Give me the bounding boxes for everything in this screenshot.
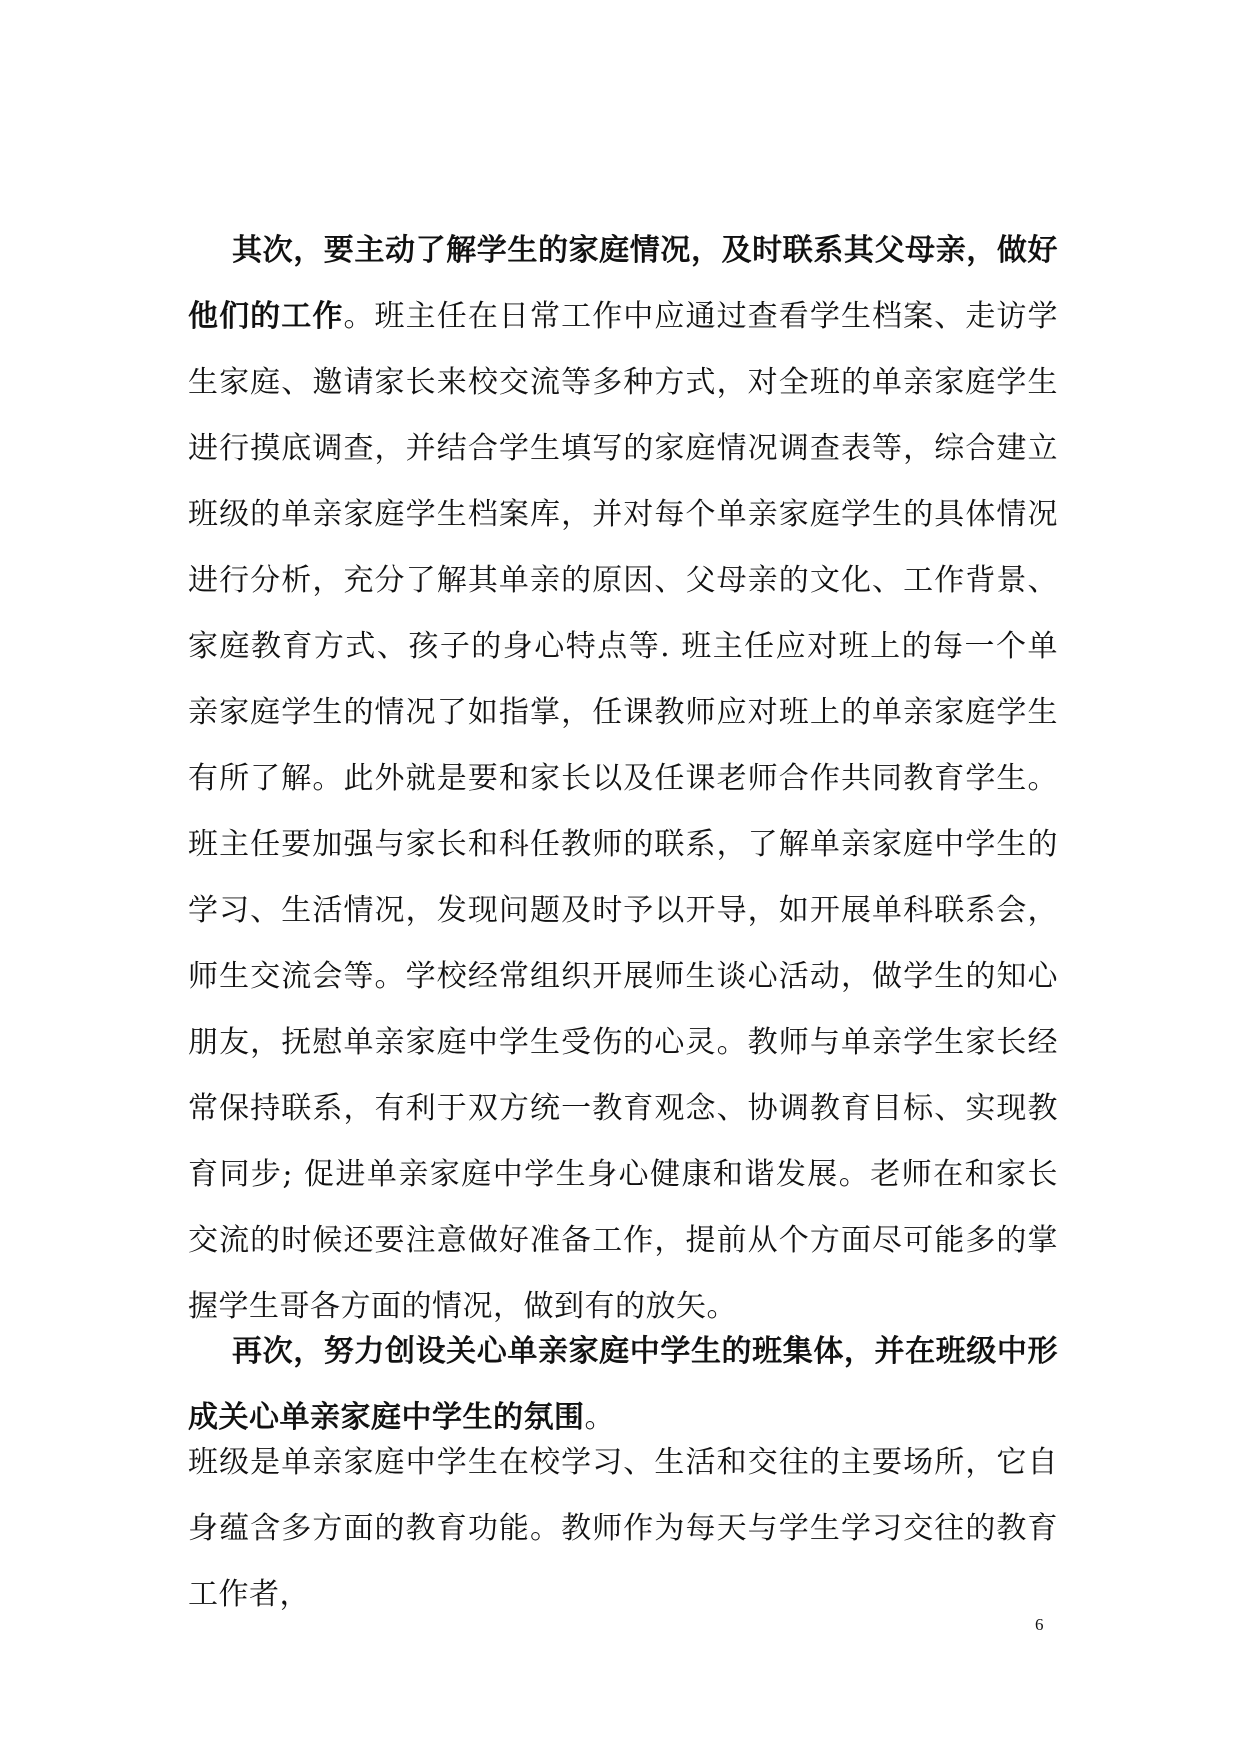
paragraph-heading: 其次，要主动了解学生的家庭情况，及时联系其父母亲，做好他们的工作 — [188, 233, 1058, 334]
paragraph-class-function — [188, 1430, 1058, 1628]
paragraph-family-contact — [188, 218, 1058, 1340]
paragraph-body: 。班主任在日常工作中应通过查看学生档案、走访学生家庭、邀请家长来校交流等多种方式，对全班的单亲家庭学生进行摸底调查，并结合学生填写的家庭情况调查表等，综合建立班级的单亲家庭学生档案库，并对每个单亲家庭学生的具体情况进行分析，充分了解其单亲的原因、父母亲的文化、工作背景、家庭教育方式、孩子的身心特点等. 班主任应对班上的每一个单亲家庭学生的情况了如指掌，任课教师应对班上的单亲家庭学生有所了解。此外就是要和家长以及任课老师合作共同教育学生。班主任要加强与家长和科任教师的联系，了解单亲家庭中学生的学习、生活情况，发现问题及时予以开导，如开展单科联系会，师生交流会等。学校经常组织开展师生谈心活动，做学生的知心朋友，抚慰单亲家庭中学生受伤的心灵。教师与单亲学生家长经常保持联系，有利于双方统一教育观念、协调教育目标、实现教育同步; 促进单亲家庭中学生身心健康和谐发展。老师在和家长交流的时候还要注意做好准备工作，提前从个方面尽可能多的掌握学生哥各方面的情况，做到有的放矢。 — [188, 299, 1059, 1324]
paragraph-heading: 再次，努力创设关心单亲家庭中学生的班集体，并在班级中形成关心单亲家庭中学生的氛围 — [188, 1334, 1058, 1435]
page-number: 6 — [1035, 1615, 1044, 1634]
paragraph-body: 。 — [584, 1400, 615, 1435]
paragraph-body: 班级是单亲家庭中学生在校学习、生活和交往的主要场所，它自身蕴含多方面的教育功能。教师作为每天与学生学习交往的教育工作者， — [188, 1445, 1058, 1612]
